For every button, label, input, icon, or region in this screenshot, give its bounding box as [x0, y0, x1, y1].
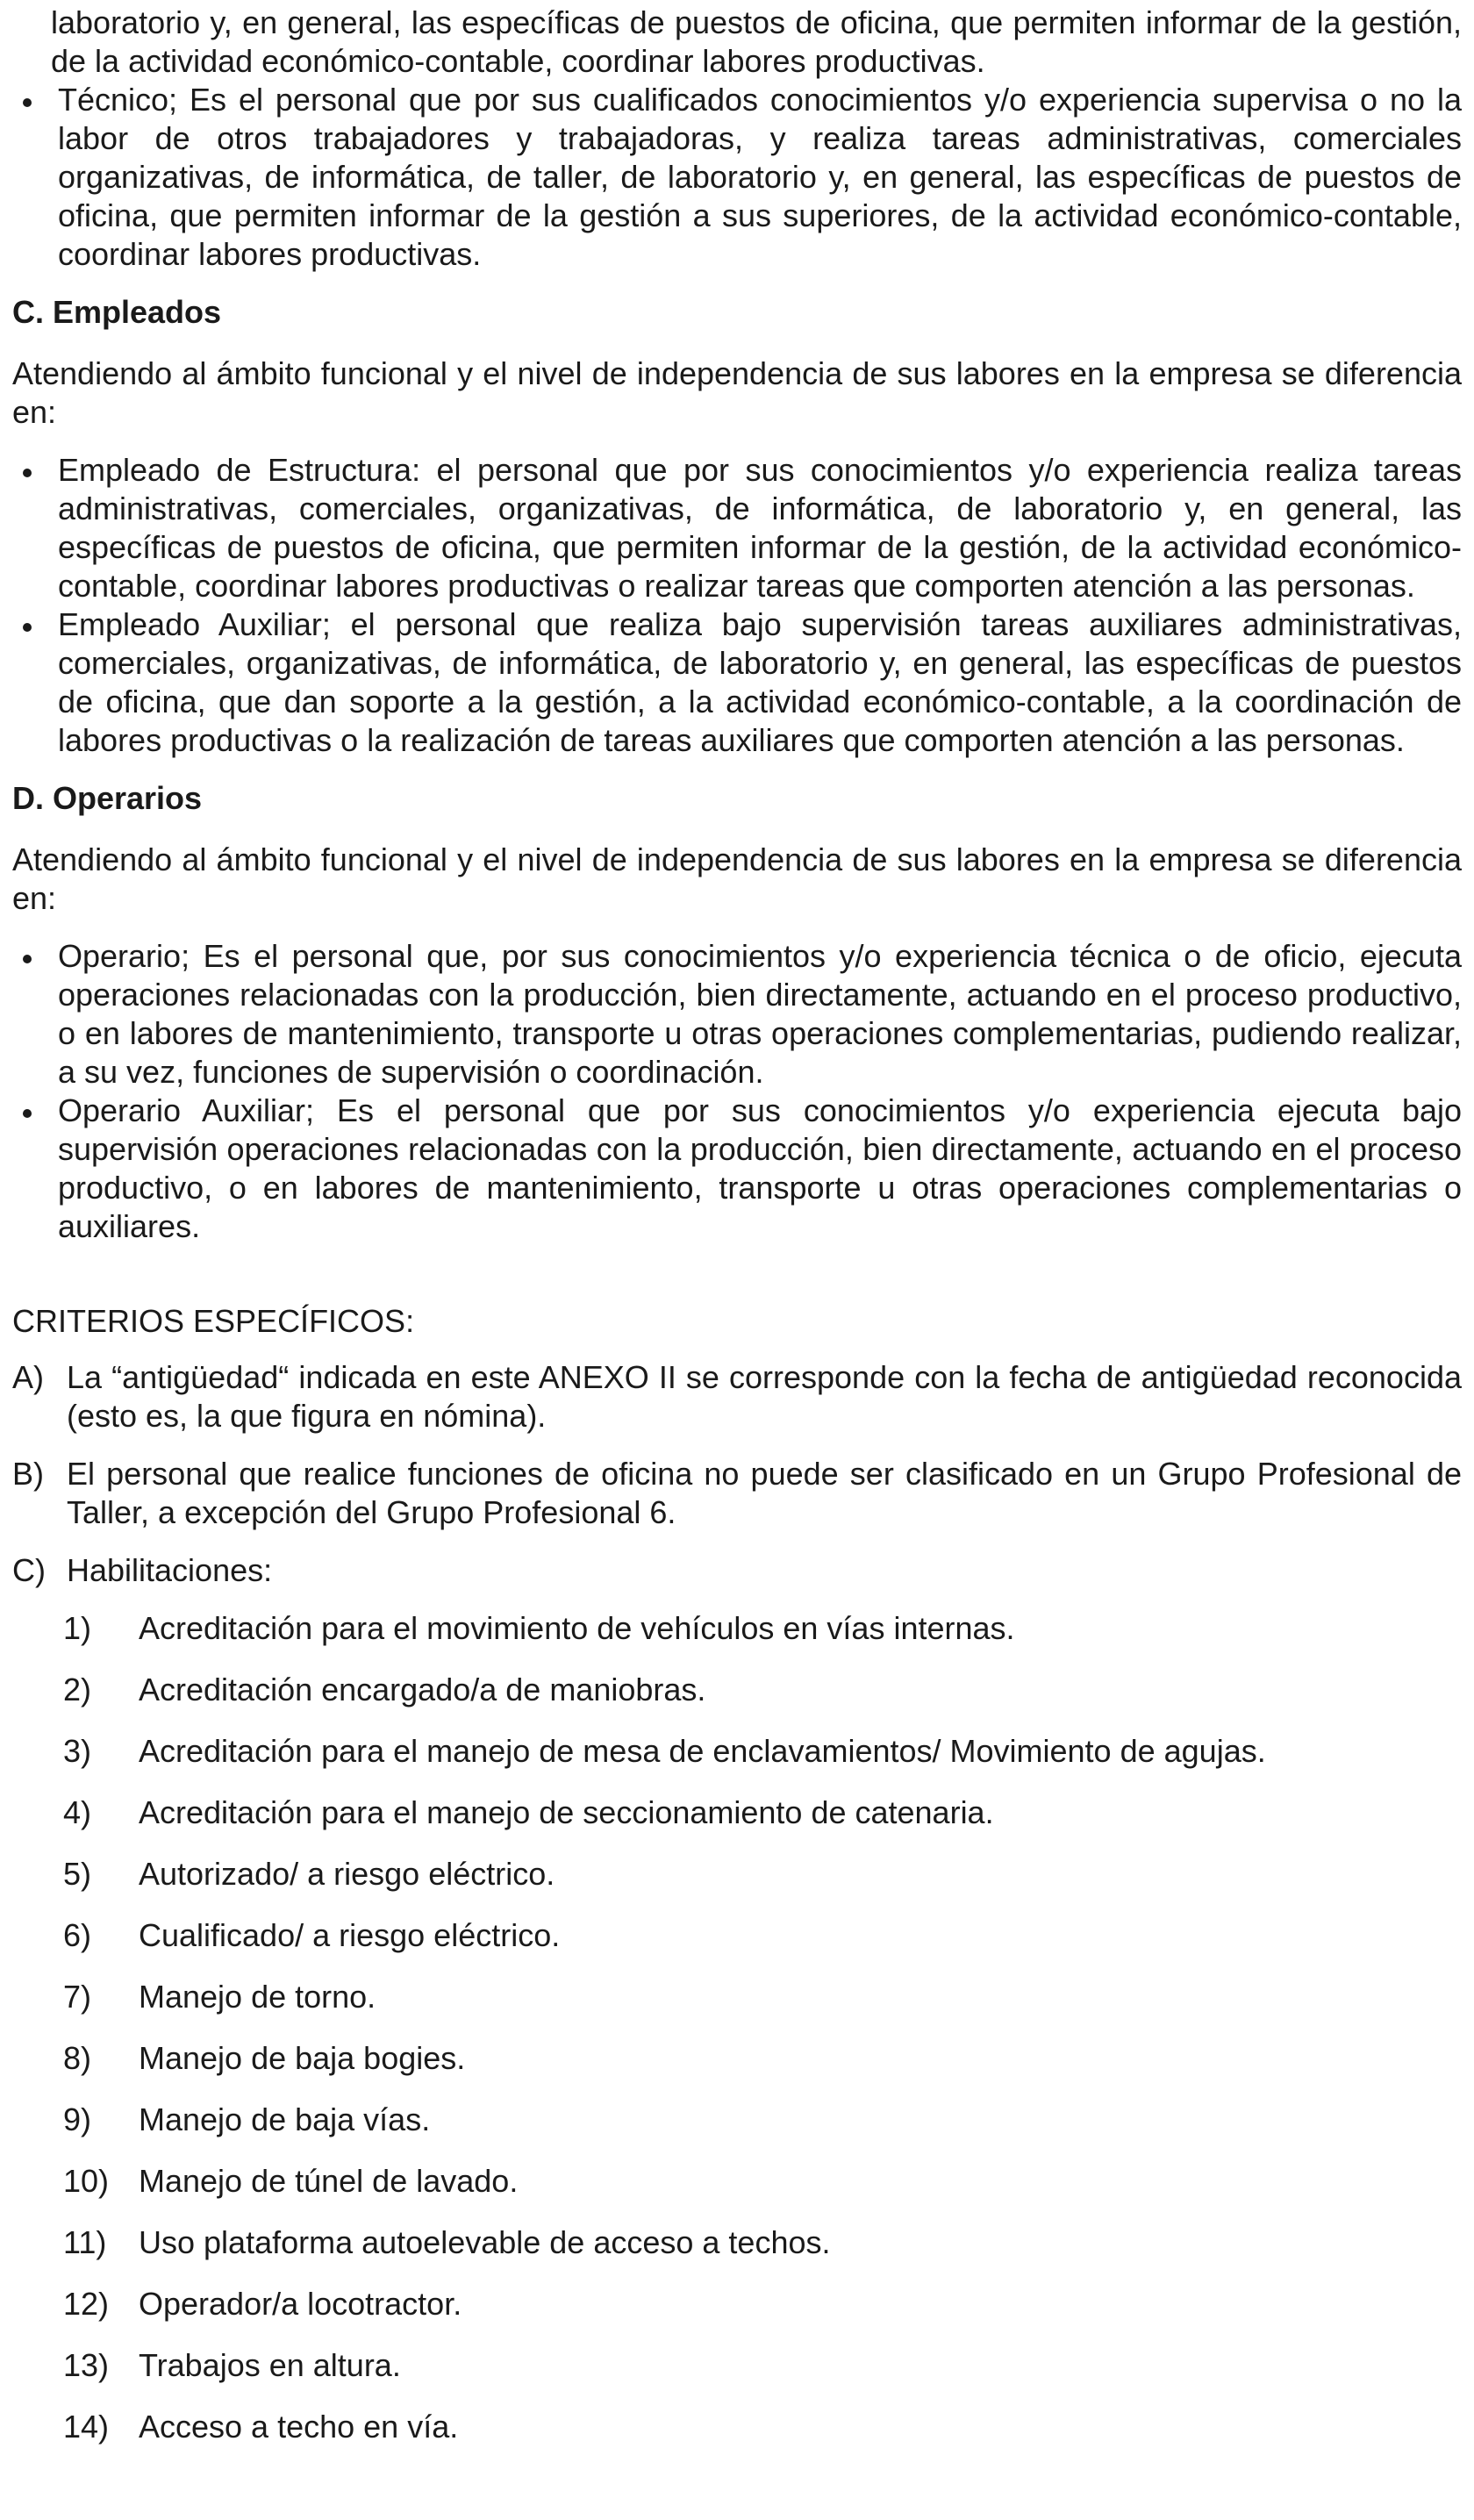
item-number: 13): [63, 2347, 110, 2383]
item-number: 4): [63, 1794, 92, 1830]
item-number: 5): [63, 1856, 92, 1892]
item-number: 6): [63, 1917, 92, 1953]
criterio-b: [12, 1455, 1462, 1532]
criterio-text: La “antigüedad“ indicada en este ANEXO II se corresponde con la fecha de antigüedad reconocida (esto es, la que figura en nómina).: [67, 1359, 1462, 1434]
criterio-marker: B): [12, 1456, 44, 1492]
list-item: [12, 1793, 1462, 1855]
bullet-tecnico: Técnico; Es el personal que por sus cualificados conocimientos y/o experiencia supervisa o no la labor de otros trabajadores y trabajadoras, y realiza tareas administrativas, comerciales organizativas, de informática, de taller, de laboratorio y, en general, las específicas de puestos de oficina, que permiten informar de la gestión a sus superiores, de la actividad económico-contable, coordinar labores productivas.: [12, 81, 1462, 274]
item-text: Acreditación para el manejo de mesa de enclavamientos/ Movimiento de agujas.: [139, 1733, 1266, 1769]
item-number: 14): [63, 2409, 110, 2445]
criterio-text: Habilitaciones:: [67, 1552, 273, 1588]
list-item: [12, 1855, 1462, 1916]
criterios-heading: CRITERIOS ESPECÍFICOS:: [12, 1303, 415, 1339]
criterio-a: [12, 1358, 1462, 1435]
bullet-empleado-auxiliar: Empleado Auxiliar; el personal que realiza bajo supervisión tareas auxiliares administrativas, comerciales, organizativas, de informática, de laboratorio y, en general, las específicas de puestos de oficina, que dan soporte a la gestión, a la actividad económico-contable, a la coordinación de labores productivas o la realización de tareas auxiliares que comporten atención a las personas.: [12, 605, 1462, 760]
criterio-marker: A): [12, 1359, 44, 1395]
item-number: 1): [63, 1610, 92, 1646]
item-text: Acreditación para el movimiento de vehículos en vías internas.: [139, 1610, 1015, 1646]
item-text: Trabajos en altura.: [139, 2347, 401, 2383]
item-text: Manejo de túnel de lavado.: [139, 2163, 519, 2199]
list-item: [12, 2285, 1462, 2346]
list-item: [12, 1671, 1462, 1732]
item-number: 7): [63, 1979, 92, 2015]
list-item: [12, 1609, 1462, 1671]
bullet-operario-auxiliar: Operario Auxiliar; Es el personal que por sus conocimientos y/o experiencia ejecuta bajo supervisión operaciones relacionadas con la producción, bien directamente, actuando en el proceso productivo, o en labores de mantenimiento, transporte u otras operaciones complementarias o auxiliares.: [12, 1092, 1462, 1246]
item-text: Acreditación encargado/a de maniobras.: [139, 1672, 706, 1707]
list-item: [12, 2162, 1462, 2223]
item-number: 3): [63, 1733, 92, 1769]
item-number: 11): [63, 2224, 107, 2260]
item-text: Manejo de baja vías.: [139, 2101, 431, 2137]
item-number: 9): [63, 2101, 92, 2137]
item-number: 8): [63, 2040, 92, 2076]
list-item: [12, 2408, 1462, 2469]
item-number: 2): [63, 1672, 92, 1707]
section-c-intro: Atendiendo al ámbito funcional y el nivel de independencia de sus labores en la empresa se diferencia en:: [12, 355, 1462, 430]
list-item: [12, 1732, 1462, 1793]
section-d-heading: D. Operarios: [12, 780, 203, 816]
bullet-operario: Operario; Es el personal que, por sus conocimientos y/o experiencia técnica o de oficio, ejecuta operaciones relacionadas con la producción, bien directamente, actuando en el proceso productivo, o en labores de mantenimiento, transporte u otras operaciones complementarias, pudiendo realizar, a su vez, funciones de supervisión o coordinación.: [12, 937, 1462, 1092]
list-item: [12, 2223, 1462, 2285]
bullet-empleado-estructura: Empleado de Estructura: el personal que por sus conocimientos y/o experiencia realiza tareas administrativas, comerciales, organizativas, de informática, de laboratorio y, en general, las específicas de puestos de oficina, que permiten informar de la gestión, de la actividad económico-contable, coordinar labores productivas o realizar tareas que comporten atención a las personas.: [12, 451, 1462, 605]
item-number: 12): [63, 2286, 110, 2322]
item-text: Manejo de baja bogies.: [139, 2040, 466, 2076]
item-text: Operador/a locotractor.: [139, 2286, 462, 2322]
item-text: Acceso a techo en vía.: [139, 2409, 459, 2445]
section-d-intro: Atendiendo al ámbito funcional y el nivel de independencia de sus labores en la empresa se diferencia en:: [12, 841, 1462, 916]
item-text: Manejo de torno.: [139, 1979, 376, 2015]
item-text: Uso plataforma autoelevable de acceso a techos.: [139, 2224, 831, 2260]
list-item: [12, 1978, 1462, 2039]
item-number: 10): [63, 2163, 110, 2199]
item-text: Acreditación para el manejo de seccionamiento de catenaria.: [139, 1794, 994, 1830]
criterio-c: [12, 1551, 1462, 1590]
section-c-heading: C. Empleados: [12, 294, 222, 330]
item-text: Cualificado/ a riesgo eléctrico.: [139, 1917, 561, 1953]
list-item: [12, 1916, 1462, 1978]
criterio-marker: C): [12, 1552, 46, 1588]
continuation-paragraph: laboratorio y, en general, las específicas de puestos de oficina, que permiten informar de la gestión, de la actividad económico-contable, coordinar labores productivas.: [51, 4, 1462, 79]
list-item: [12, 2346, 1462, 2408]
criterio-text: El personal que realice funciones de oficina no puede ser clasificado en un Grupo Profesional de Taller, a excepción del Grupo Profesional 6.: [67, 1456, 1462, 1530]
item-text: Autorizado/ a riesgo eléctrico.: [139, 1856, 555, 1892]
list-item: [12, 2101, 1462, 2162]
habilitaciones-list: [12, 1609, 1462, 2469]
list-item: [12, 2039, 1462, 2101]
